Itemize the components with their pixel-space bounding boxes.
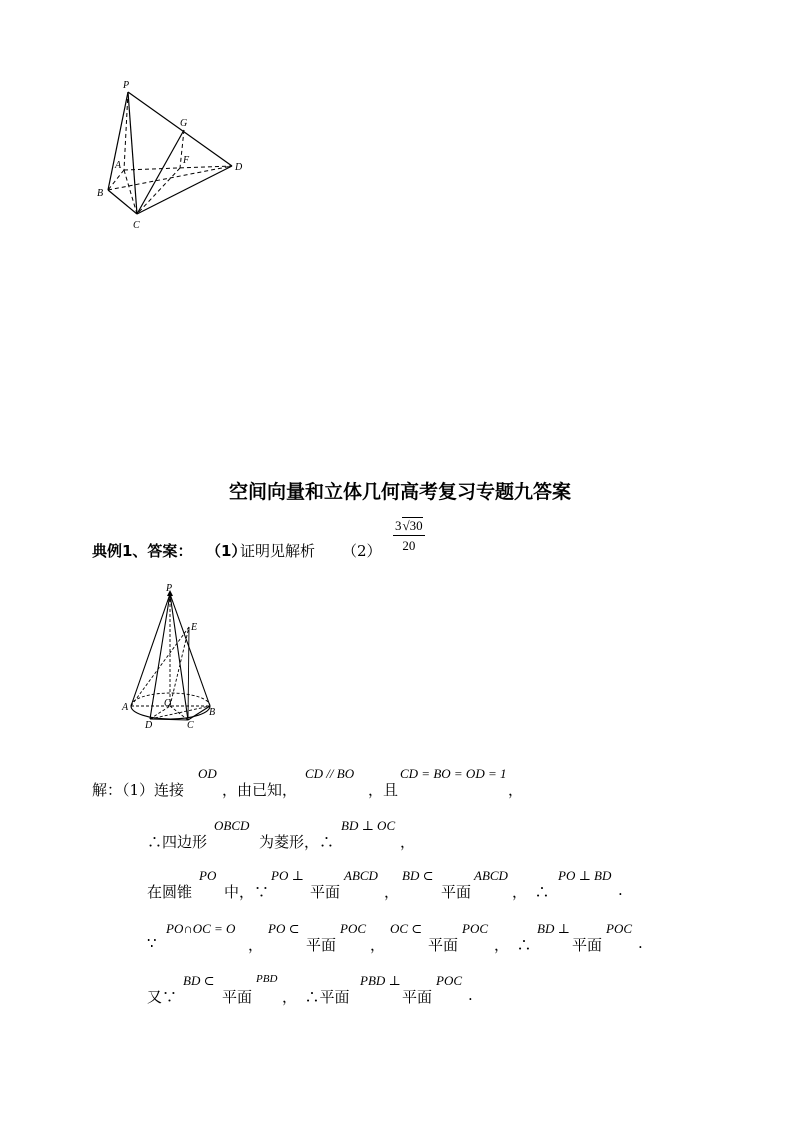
label-F: F	[183, 155, 190, 166]
cone-label-P: P	[166, 583, 173, 594]
cone-label-E: E	[191, 622, 198, 633]
BD-subset: BD ⊂	[402, 868, 434, 883]
part2-number: （2）	[342, 542, 382, 560]
part1-answer: 证明见解析	[240, 542, 316, 560]
pyramid-figure	[0, 0, 300, 240]
label-P: P	[123, 80, 130, 91]
text-period: .	[468, 986, 473, 1004]
text-quadrilateral: ∴四边形	[147, 833, 208, 851]
text-therefore: ， ∴	[512, 883, 550, 901]
text-plane: 平面	[306, 936, 337, 954]
text-given: ，由已知，	[222, 781, 298, 799]
text-because: 中，∵	[224, 883, 270, 901]
PO-intersect-OC: PO∩OC = O	[166, 921, 236, 936]
plane-PBD: PBD	[256, 973, 278, 985]
plane-ABCD: ABCD	[344, 868, 378, 883]
text-plane: 平面	[222, 988, 253, 1006]
quad-OBCD: OBCD	[214, 818, 250, 833]
page-title: 空间向量和立体几何高考复习专题九答案	[228, 481, 571, 503]
segment-OD: OD	[198, 766, 217, 781]
cone-label-C: C	[187, 720, 194, 731]
text-period: .	[638, 934, 643, 952]
equal-segments: CD = BO = OD = 1	[400, 766, 507, 781]
text-plane: 平面	[402, 988, 433, 1006]
text-in-cone: 在圆锥	[147, 883, 193, 901]
text-period: .	[618, 881, 623, 899]
cone-label-B: B	[209, 707, 216, 718]
answer-fraction: $\frac{3√30}{20}$	[395, 518, 423, 553]
label-G: G	[180, 118, 188, 129]
text-comma: ，	[384, 883, 400, 901]
plane-POC-3: POC	[606, 921, 632, 936]
OC-subset: OC ⊂	[390, 921, 423, 936]
PBD-perp: PBD ⊥	[360, 973, 401, 988]
part1-number: （1）	[206, 542, 247, 560]
text-therefore: ， ∴	[494, 936, 532, 954]
text-plane: 平面	[310, 883, 341, 901]
text-because: ∵	[147, 934, 157, 952]
PO-subset: PO ⊂	[268, 921, 300, 936]
perp-BD-OC: BD ⊥ OC	[341, 818, 396, 833]
plane-POC: POC	[340, 921, 366, 936]
label-C: C	[133, 220, 140, 231]
text-plane: 平面	[428, 936, 459, 954]
plane-POC-2: POC	[462, 921, 488, 936]
text-plane: 平面	[441, 883, 472, 901]
BD-subset-2: BD ⊂	[183, 973, 215, 988]
label-B: B	[97, 188, 104, 199]
cone-label-O: O	[164, 698, 172, 709]
plane-ABCD-2: ABCD	[474, 868, 508, 883]
label-D: D	[235, 162, 243, 173]
text-comma: ，	[508, 781, 524, 799]
text-plane: 平面	[572, 936, 603, 954]
text-rhombus: 为菱形，∴	[259, 833, 335, 851]
text-comma: ，	[370, 936, 386, 954]
cone-label-D: D	[145, 720, 153, 731]
cone-label-A: A	[122, 702, 129, 713]
PO-perp-BD: PO ⊥ BD	[558, 868, 612, 883]
text-comma: ，	[248, 936, 264, 954]
example1-label: 典例1、答案：	[92, 542, 193, 560]
BD-perp: BD ⊥	[537, 921, 570, 936]
solution-intro: 解：（1）连接	[92, 781, 185, 799]
axis-PO: PO	[199, 868, 217, 883]
text-and: ，且	[368, 781, 399, 799]
parallel-CD-BO: CD // BO	[305, 766, 355, 781]
cone-figure	[110, 582, 230, 732]
label-A: A	[115, 160, 122, 171]
text-therefore-plane: ， ∴平面	[282, 988, 350, 1006]
plane-POC-4: POC	[436, 973, 462, 988]
text-also-because: 又∵	[147, 988, 178, 1006]
PO-perp: PO ⊥	[271, 868, 304, 883]
text-comma: ，	[400, 833, 416, 851]
